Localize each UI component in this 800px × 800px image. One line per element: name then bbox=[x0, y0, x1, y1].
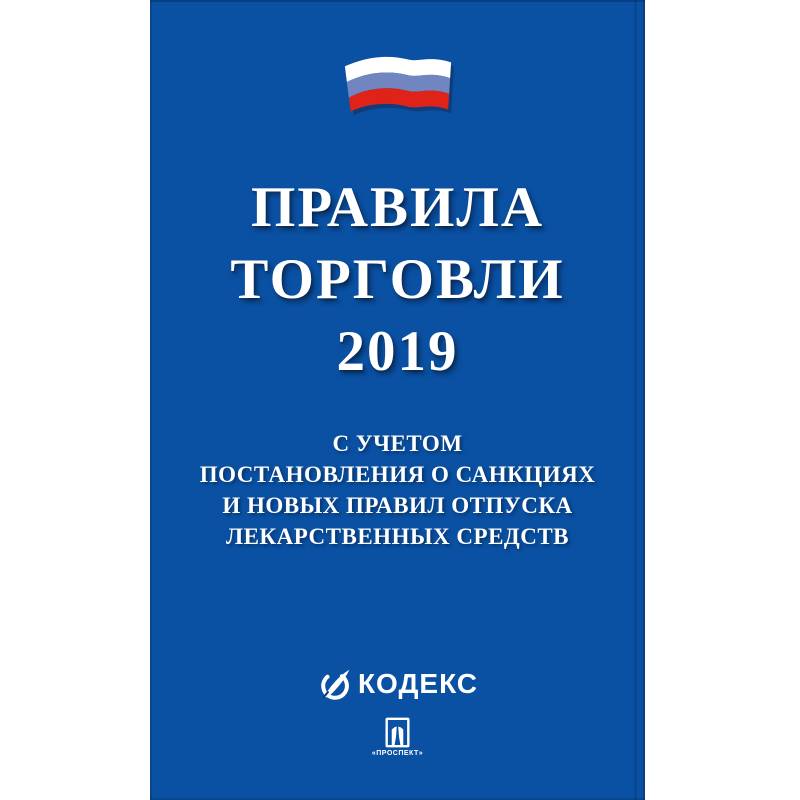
prospekt-logo bbox=[150, 717, 645, 757]
flag-container bbox=[150, 50, 645, 118]
subtitle-line: ПОСТАНОВЛЕНИЯ О САНКЦИЯХ bbox=[199, 462, 596, 487]
kodeks-logo bbox=[150, 664, 645, 704]
title-year: 2019 bbox=[336, 320, 459, 383]
kodeks-label: КОДЕКС bbox=[357, 668, 479, 699]
subtitle-line: ЛЕКАРСТВЕННЫХ СРЕДСТВ bbox=[225, 524, 570, 549]
gate-tower-icon bbox=[385, 717, 410, 748]
title-line-2: ТОРГОВЛИ bbox=[230, 248, 565, 311]
title-block bbox=[150, 172, 645, 388]
prospekt-label: «ПРОСПЕКТ» bbox=[371, 750, 424, 757]
russian-flag-icon bbox=[339, 50, 457, 118]
quill-circle-icon bbox=[317, 664, 355, 704]
book-cover bbox=[150, 0, 645, 800]
subtitle-block bbox=[150, 428, 645, 552]
title-line-1: ПРАВИЛА bbox=[250, 176, 545, 239]
subtitle-line: С УЧЕТОМ bbox=[332, 431, 463, 456]
subtitle-line: И НОВЫХ ПРАВИЛ ОТПУСКА bbox=[222, 493, 573, 518]
